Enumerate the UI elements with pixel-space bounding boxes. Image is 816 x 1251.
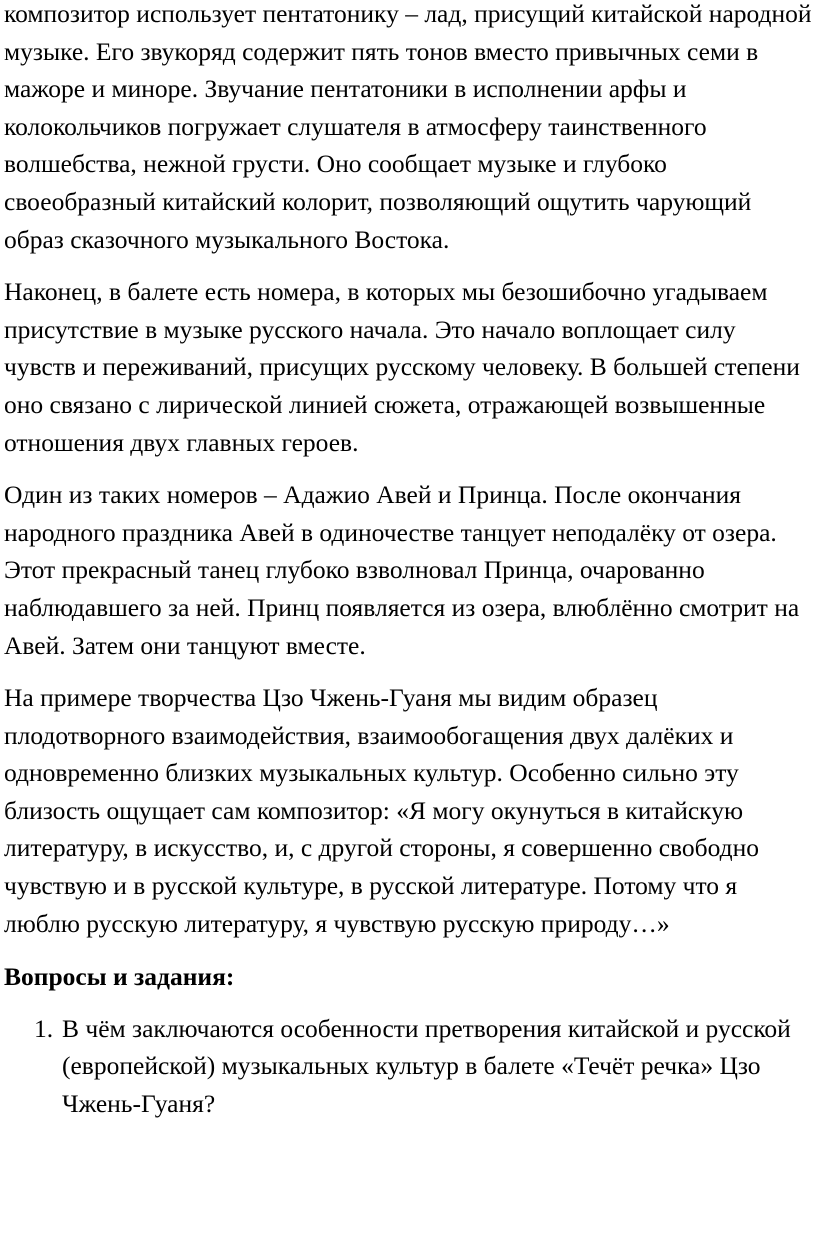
paragraph-pentatonic: композитор использует пентатонику – лад, присущий китайской народной музыке. Его звукоряд содержит пять тонов вместо привычных семи в мажоре и миноре. Звучание пентатоники в исполнении арфы и колокольчиков погружает слушателя в атмосферу таинственного волшебства, нежной грусти. Оно сообщает музыке и глубоко своеобразный китайский колорит, позволяющий ощутить чарующий образ сказочного музыкального Востока. [4,0,812,254]
question-text: В чём заключаются особенности претворения китайской и русской (европейской) музыкальных культур в балете «Течёт речка» Цзо Чжень-Гуаня? [62,1013,791,1119]
question-number: 1. [34,1013,54,1043]
paragraph-russian-element: Наконец, в балете есть номера, в которых мы безошибочно угадываем присутствие в музыке русского начала. Это начало воплощает силу чувств и переживаний, присущих русскому человеку. В большей степени оно связано с лирической линией сюжета, отражающей возвышенные отношения двух главных героев. [4,277,800,457]
document-page [4,0,812,1123]
question-item [4,1010,812,1123]
paragraph-adagio: Один из таких номеров – Адажио Авей и Принца. После окончания народного праздника Авей в одиночестве танцует неподалёку от озера. Этот прекрасный танец глубоко взволновал Принца, очарованно наблюдавшего за ней. Принц появляется из озера, влюблённо смотрит на Авей. Затем они танцуют вместе. [4,480,800,660]
paragraph-conclusion: На примере творчества Цзо Чжень-Гуаня мы видим образец плодотворного взаимодействия, взаимообогащения двух далёких и одновременно близких музыкальных культур. Особенно сильно эту близость ощущает сам композитор: «Я могу окунуться в китайскую литературу, в искусство, и, с другой стороны, я совершенно свободно чувствую и в русской культуре, в русской литературе. Потому что я люблю русскую литературу, я чувствую русскую природу…» [4,683,759,938]
questions-list [4,1010,812,1123]
questions-heading: Вопросы и задания: [4,962,235,992]
